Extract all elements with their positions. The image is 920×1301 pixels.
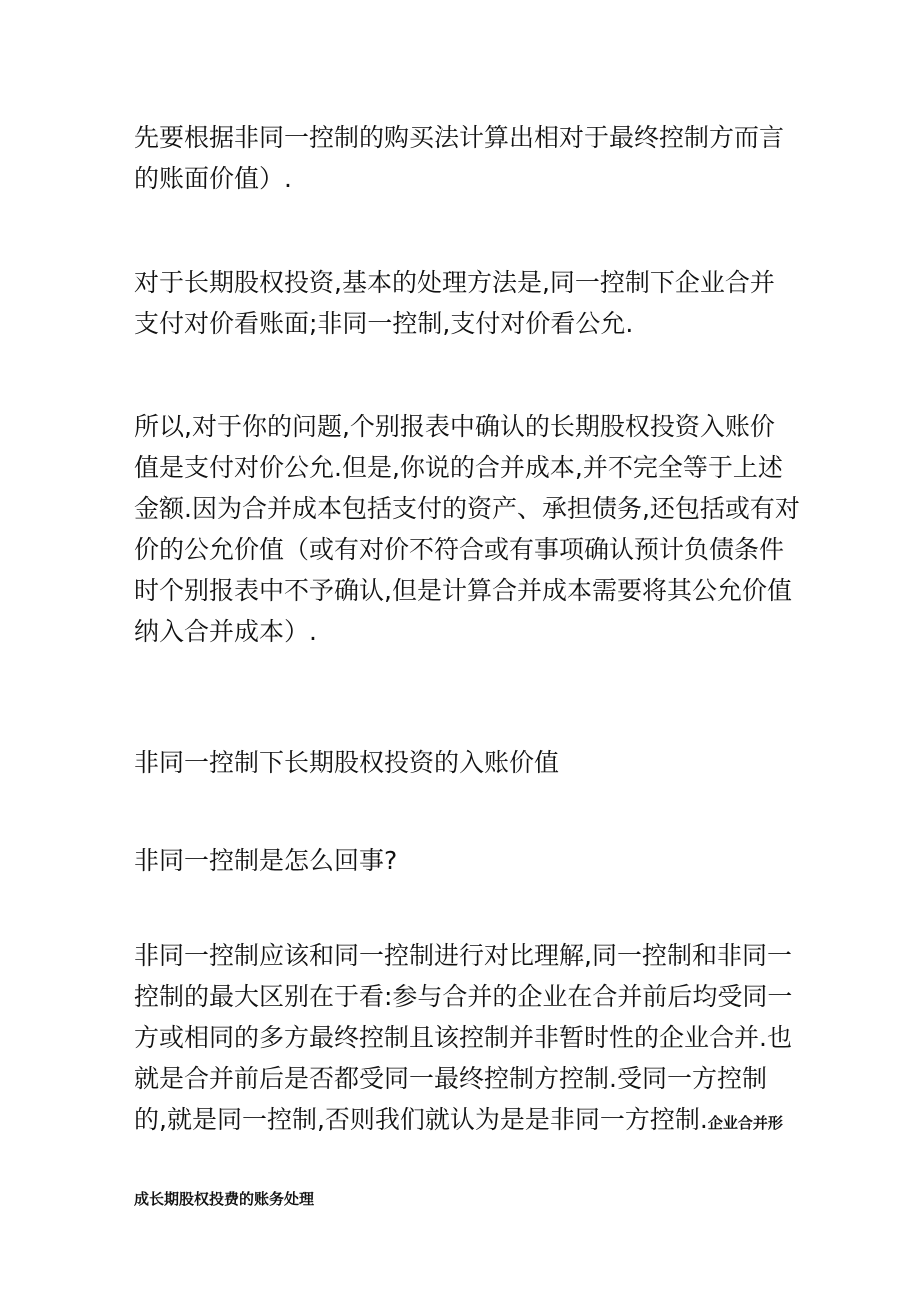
paragraph-line-mixed — [134, 1099, 794, 1140]
paragraph-line: 非同一控制应该和同一控制进行对比理解,同一控制和非同一 — [134, 941, 792, 970]
paragraph-line: 价的公允价值（或有对价不符合或有事项确认预计负债条件 — [134, 535, 785, 564]
paragraph-line: 时个别报表中不予确认,但是计算合并成本需要将其公允价值 — [134, 576, 792, 605]
paragraph-line: 就是合并前后是否都受同一最终控制方控制.受同一方控制 — [134, 1064, 767, 1093]
paragraph-line: 的账面价值）. — [134, 164, 292, 193]
paragraph-line: 支付对价看账面;非同一控制,支付对价看公允. — [134, 309, 634, 338]
paragraph-line: 纳入合并成本）. — [134, 617, 317, 646]
heading-text: 非同一控制是怎么回事? — [134, 846, 398, 875]
question-heading — [134, 840, 794, 881]
paragraph-line: 控制的最大区别在于看:参与合并的企业在合并前后均受同一 — [134, 982, 793, 1011]
paragraph-line: 金额.因为合并成本包括支付的资产、承担债务,还包括或有对 — [134, 494, 800, 523]
section-heading — [134, 742, 794, 783]
bold-heading-continuation: 成长期股权投费的账务处理 — [134, 1190, 315, 1208]
paragraph-line: 对于长期股权投资,基本的处理方法是,同一控制下企业合并 — [134, 268, 775, 297]
paragraph-2 — [134, 262, 794, 344]
paragraph-line-main: 的,就是同一控制,否则我们就认为是是非同一方控制. — [134, 1105, 708, 1134]
paragraph-1 — [134, 117, 794, 199]
bold-heading-fragment: 企业合并形 — [707, 1114, 783, 1132]
paragraph-3 — [134, 406, 800, 652]
paragraph-line: 所以,对于你的问题,个别报表中确认的长期股权投资入账价 — [134, 412, 775, 441]
paragraph-4 — [134, 935, 794, 1140]
paragraph-line: 值是支付对价公允.但是,你说的合并成本,并不完全等于上述 — [134, 453, 783, 482]
heading-text: 非同一控制下长期股权投资的入账价值 — [134, 748, 560, 777]
paragraph-line: 先要根据非同一控制的购买法计算出相对于最终控制方而言 — [134, 123, 785, 152]
paragraph-line: 方或相同的多方最终控制且该控制并非暂时性的企业合并.也 — [134, 1023, 792, 1052]
